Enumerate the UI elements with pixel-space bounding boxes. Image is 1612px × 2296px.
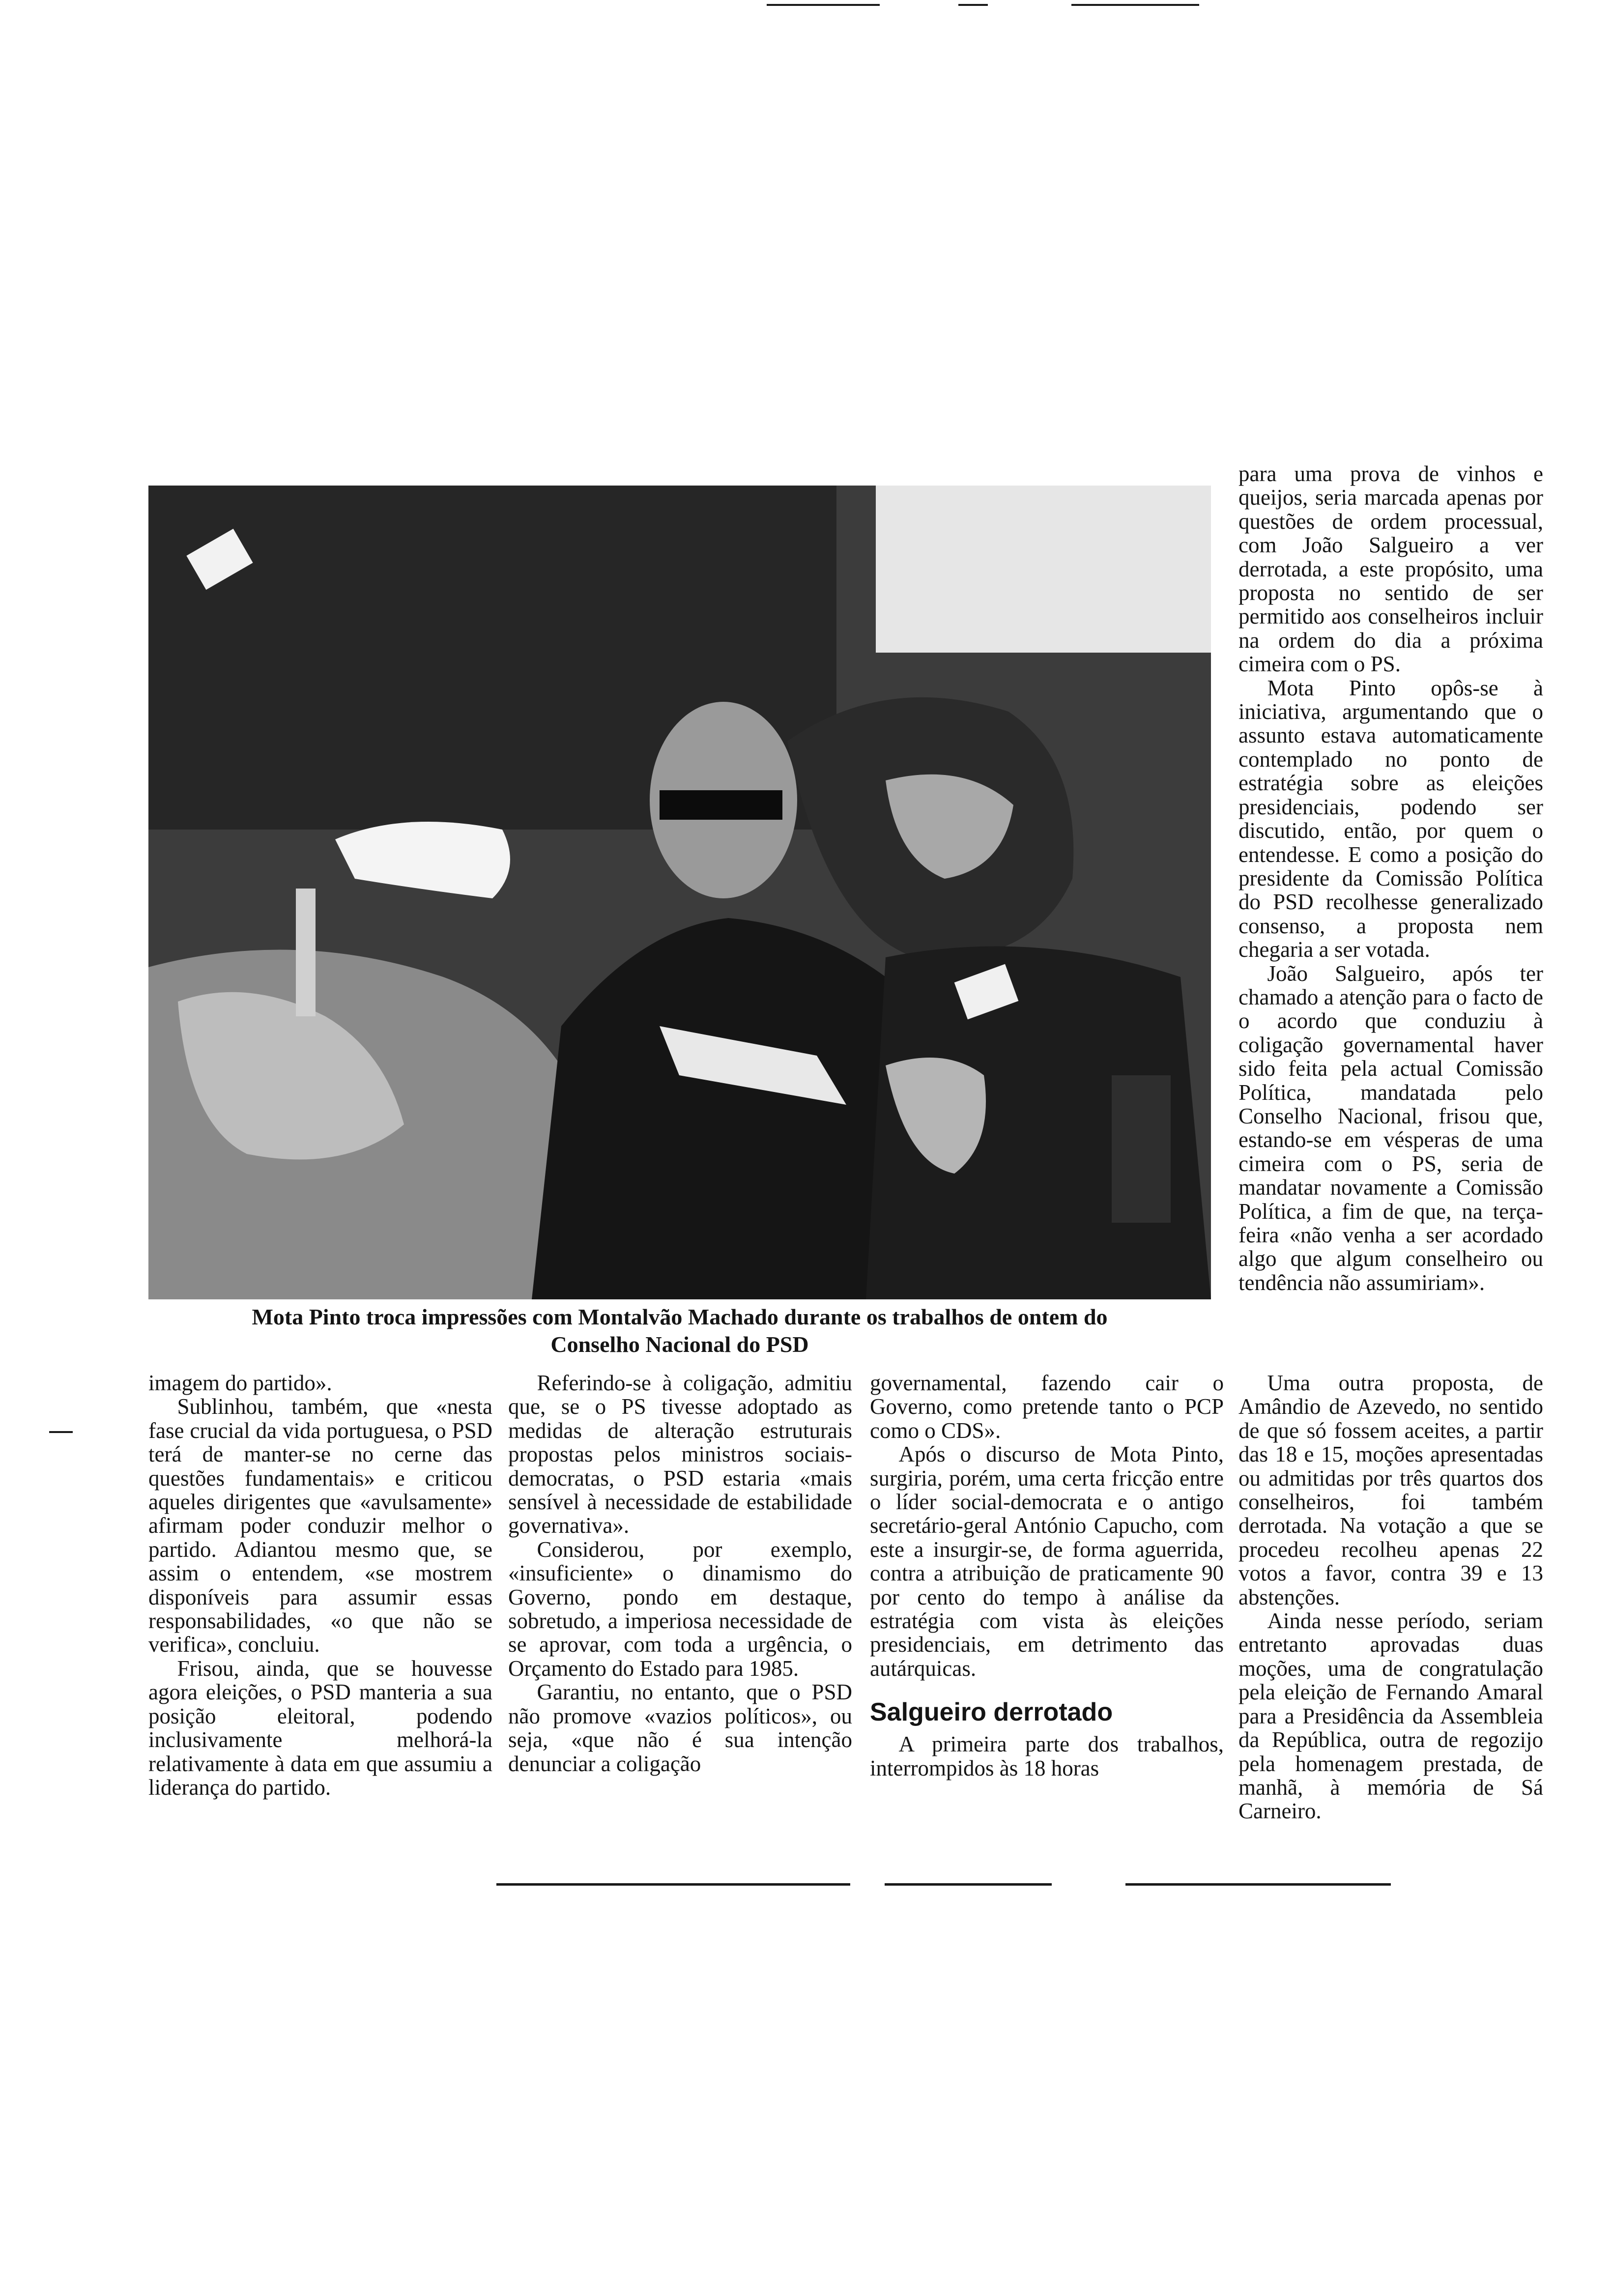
article-column-3 <box>870 1371 1224 1780</box>
top-edge-mark <box>767 4 880 6</box>
photo-illustration <box>148 486 1211 1299</box>
article-paragraph: Mota Pinto opôs-se à iniciativa, argumentando que o assunto estava automaticamente contemplado no ponto de estratégia sobre as eleições presidenciais, podendo ser discutido, então, por quem o entendesse. E como a posição do presidente da Comissão Política do PSD recolhesse generalizado consenso, a proposta nem chegaria a ser votada. <box>1238 675 1543 962</box>
article-paragraph: A primeira parte dos trabalhos, interrompidos às 18 horas <box>870 1732 1224 1780</box>
news-photo <box>148 486 1211 1299</box>
bottom-rule <box>496 1883 850 1886</box>
article-paragraph: Ainda nesse período, seriam entretanto aprovadas duas moções, uma de congratulação pela eleição de Fernando Amaral para a Presidência da Assembleia da República, outra de regozijo pela homenagem prestada, de manhã, à memória de Sá Carneiro. <box>1238 1608 1543 1824</box>
top-edge-mark <box>958 4 988 6</box>
left-margin-mark <box>49 1431 73 1433</box>
article-column-right-top <box>1238 462 1543 1294</box>
article-paragraph: Garantiu, no entanto, que o PSD não promove «vazios políticos», ou seja, «que não é sua intenção denunciar a coligação <box>508 1680 852 1776</box>
article-paragraph: Sublinhou, também, que «nesta fase crucial da vida portuguesa, o PSD terá de manter-se no cerne das questões fundamentais» e criticou aqueles dirigentes que «avulsamente» afirmam poder conduzir melhor o partido. Adiantou mesmo que, se assim o entendem, «se mostrem disponíveis para assumir essas responsabilidades, «o que não se verifica», concluiu. <box>148 1394 492 1657</box>
bottom-rule <box>1125 1883 1391 1886</box>
article-paragraph: Considerou, por exemplo, «insuficiente» o dinamismo do Governo, pondo em destaque, sobretudo, a imperiosa necessidade de se aprovar, com toda a urgência, o Orçamento do Estado para 1985. <box>508 1537 852 1681</box>
article-paragraph: governamental, fazendo cair o Governo, como pretende tanto o PCP como o CDS». <box>870 1371 1224 1443</box>
article-column-4 <box>1238 1371 1543 1823</box>
article-column-1 <box>148 1371 492 1799</box>
article-paragraph: para uma prova de vinhos e queijos, seria marcada apenas por questões de ordem processual, com João Salgueiro a ver derrotada, a este propósito, uma proposta no sentido de ser permitido aos conselheiros incluir na ordem do dia a próxima cimeira com o PS. <box>1238 461 1543 677</box>
article-paragraph: Referindo-se à coligação, admitiu que, se o PS tivesse adoptado as medidas de alteração estruturais propostas pelos ministros sociais-democratas, o PSD estaria «mais sensível à necessidade de estabilidade governativa». <box>508 1371 852 1538</box>
section-subheading: Salgueiro derrotado <box>870 1698 1113 1727</box>
caption-line: Conselho Nacional do PSD <box>550 1332 809 1357</box>
article-column-2 <box>508 1371 852 1776</box>
article-paragraph: Frisou, ainda, que se houvesse agora eleições, o PSD manteria a sua posição eleitoral, podendo inclusivamente melhorá-la relativamente à data em que assumiu a liderança do partido. <box>148 1656 492 1800</box>
bottom-rule <box>885 1883 1052 1886</box>
article-paragraph: Uma outra proposta, de Amândio de Azevedo, no sentido de que só fossem aceites, a partir das 18 e 15, moções apresentadas ou admitidas por três quartos dos conselheiros, foi também derrotada. Na votação a que se procedeu recolheu apenas 22 votos a favor, contra 39 e 13 abstenções. <box>1238 1371 1543 1609</box>
caption-line: Mota Pinto troca impressões com Montalvão Machado durante os trabalhos de ontem do <box>252 1304 1108 1329</box>
photo-caption <box>148 1303 1211 1358</box>
article-paragraph: Após o discurso de Mota Pinto, surgiria, porém, uma certa fricção entre o líder social-democrata e o antigo secretário-geral António Capucho, com este a insurgir-se, de forma aguerrida, contra a atribuição de praticamente 90 por cento do tempo à análise da estratégia com vista às eleições presidenciais, em detrimento das autárquicas. <box>870 1442 1224 1681</box>
article-paragraph: João Salgueiro, após ter chamado a atenção para o facto de o acordo que conduziu à coligação governamental haver sido feita pela actual Comissão Política, mandatada pelo Conselho Nacional, frisou que, estando-se em vésperas de uma cimeira com o PS, seria de mandatar novamente a Comissão Política, a fim de que, na terça-feira «não venha a ser acordado algo que algum conselheiro ou tendência não assumiriam». <box>1238 961 1543 1295</box>
top-edge-mark <box>1071 4 1199 6</box>
article-paragraph: imagem do partido». <box>148 1371 332 1395</box>
